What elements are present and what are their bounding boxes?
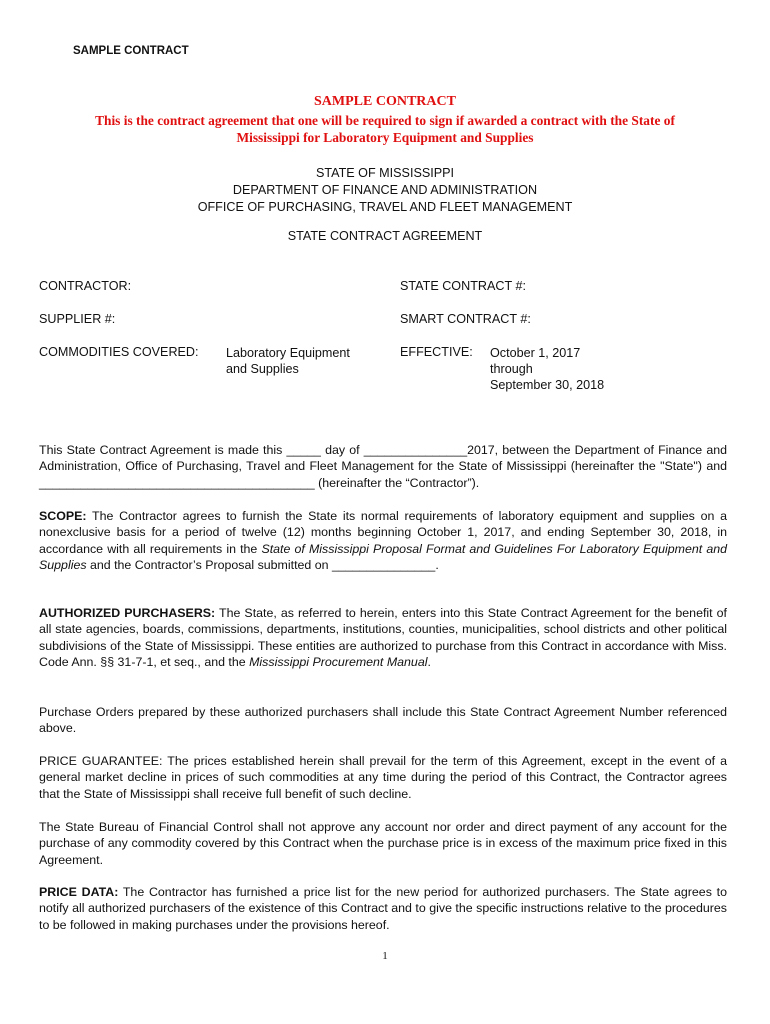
procurement-manual-reference: Mississippi Procurement Manual: [249, 655, 428, 670]
commodities-value: [226, 345, 350, 377]
scope-text: The Contractor agrees to furnish the State its normal requirements of laboratory equipment and supplies on a nonexclusive basis for a period of twelve (12) months beginning October 1, 2017, and ending September 30, 2018, in accordance with all requirements in the: [39, 509, 727, 556]
authorized-purchasers-end: .: [427, 655, 431, 670]
agency-line-1: STATE OF MISSISSIPPI: [315, 166, 455, 180]
scope-text-end: and the Contractor’s Proposal submitted on _______________.: [86, 558, 439, 573]
state-contract-label: STATE CONTRACT #:: [400, 279, 526, 293]
effective-through: through: [490, 362, 533, 376]
subtitle-line-2: Mississippi for Laboratory Equipment and Supplies: [236, 130, 534, 145]
price-data-heading: PRICE DATA:: [39, 885, 119, 899]
contractor-label: CONTRACTOR:: [39, 279, 132, 293]
authorized-purchasers-text: The State, as referred to herein, enters into this State Contract Agreement for the benefit of all state agencies, boards, commissions, departments, institutions, counties, municipalities, school districts and other political subdivisions of the State of Mississippi. These entities are authorized to purchase from this Contract in accordance with Miss. Code Ann. §§ 31-7-1, et seq., and the: [39, 606, 728, 670]
agency-line-2: DEPARTMENT OF FINANCE AND ADMINISTRATION: [232, 183, 538, 197]
page-header: SAMPLE CONTRACT: [73, 45, 189, 57]
effective-label: EFFECTIVE:: [400, 345, 473, 359]
effective-value: [490, 345, 604, 393]
authorized-purchasers-heading: AUTHORIZED PURCHASERS:: [39, 606, 216, 620]
commodities-label: COMMODITIES COVERED:: [39, 345, 199, 359]
agency-block: [0, 165, 770, 216]
intro-paragraph: This State Contract Agreement is made this _____ day of _______________2017, between the Department of Finance and Administration, Office of Purchasing, Travel and Fleet Management for the State of Mississippi (hereinafter the "State") and ________________________________________ (hereinafter the “Contractor”).: [39, 443, 727, 490]
scope-italic-reference: State of Mississippi Proposal Format and Guidelines For Laboratory Equipment and Supplies: [39, 541, 728, 573]
price-guarantee-paragraph: PRICE GUARANTEE: The prices established herein shall prevail for the term of this Agreement, except in the event of a general market decline in prices of such commodities at any time during the period of this Contract, the Contractor agrees that the State of Mississippi shall receive full benefit of such decline.: [39, 754, 727, 801]
effective-end-date: September 30, 2018: [490, 378, 605, 392]
smart-contract-label: SMART CONTRACT #:: [400, 312, 531, 326]
effective-start-date: October 1, 2017: [490, 346, 581, 360]
commodities-value-line-2: and Supplies: [226, 362, 299, 376]
commodities-value-line-1: Laboratory Equipment: [226, 346, 350, 360]
document-title: SAMPLE CONTRACT: [314, 94, 456, 109]
price-data-text: The Contractor has furnished a price list for the new period for authorized purchasers. The State agrees to notify all authorized purchasers of the existence of this Contract and to give the specific instructions relative to the procedures to be followed in making purchases under the provisions hereof.: [39, 885, 727, 932]
agency-line-3: OFFICE OF PURCHASING, TRAVEL AND FLEET MANAGEMENT: [197, 200, 573, 214]
authorized-purchasers-paragraph: [39, 605, 727, 671]
price-data-paragraph: [39, 884, 727, 933]
supplier-label: SUPPLIER #:: [39, 312, 116, 326]
subtitle-line-1: This is the contract agreement that one will be required to sign if awarded a contract with the State of: [95, 113, 675, 128]
agreement-title: STATE CONTRACT AGREEMENT: [287, 229, 483, 243]
document-subtitle: [0, 112, 770, 146]
page-number: 1: [382, 950, 388, 962]
scope-heading: SCOPE:: [39, 509, 87, 523]
bureau-paragraph: The State Bureau of Financial Control shall not approve any account nor order and direct payment of any account for the purchase of any commodity covered by this Contract when the purchase price is in excess of the maximum price fixed in this Agreement.: [39, 820, 727, 867]
purchase-orders-paragraph: Purchase Orders prepared by these authorized purchasers shall include this State Contract Agreement Number referenced above.: [39, 705, 727, 736]
scope-paragraph: [39, 508, 727, 574]
